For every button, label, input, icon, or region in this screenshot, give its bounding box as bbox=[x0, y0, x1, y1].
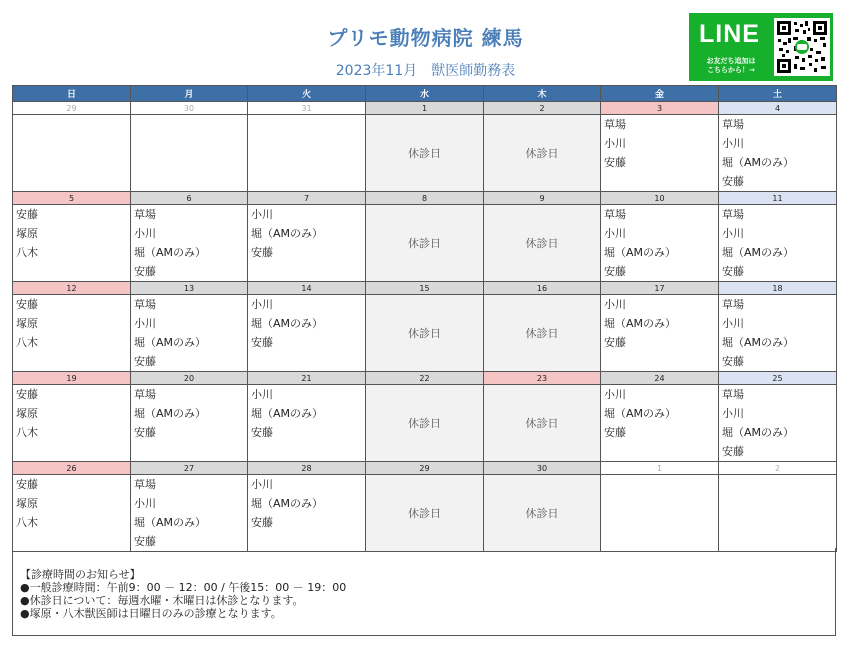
day-number: 20 bbox=[131, 372, 248, 385]
staff-name: 安藤 bbox=[16, 208, 38, 221]
notice-heading: 【診療時間のお知らせ】 bbox=[20, 568, 141, 581]
day-staff-cell bbox=[601, 115, 719, 192]
staff-name: 小川 bbox=[604, 298, 626, 311]
staff-row bbox=[13, 385, 837, 462]
staff-name: 堀（AMのみ） bbox=[251, 317, 324, 330]
staff-name: 堀（AMのみ） bbox=[604, 407, 677, 420]
day-number: 17 bbox=[601, 282, 719, 295]
staff-name: 小川 bbox=[134, 497, 156, 510]
staff-name: 安藤 bbox=[134, 355, 156, 368]
date-row bbox=[13, 102, 837, 115]
day-number: 2 bbox=[484, 102, 601, 115]
staff-name: 安藤 bbox=[604, 156, 626, 169]
weekday-header-sun: 日 bbox=[13, 86, 131, 102]
staff-name: 八木 bbox=[16, 516, 38, 529]
closed-day-cell bbox=[484, 385, 601, 462]
day-number: 28 bbox=[248, 462, 366, 475]
staff-row bbox=[13, 205, 837, 282]
staff-name: 堀（AMのみ） bbox=[251, 407, 324, 420]
day-number: 8 bbox=[366, 192, 484, 205]
closed-day-cell bbox=[366, 205, 484, 282]
staff-name: 小川 bbox=[604, 137, 626, 150]
staff-name: 安藤 bbox=[251, 246, 273, 259]
line-badge-caption-1: お友だち追加は bbox=[706, 57, 756, 65]
staff-name: 安藤 bbox=[251, 336, 273, 349]
staff-name: 小川 bbox=[604, 388, 626, 401]
weekday-header-sat: 土 bbox=[719, 86, 837, 102]
weekday-header-tue: 火 bbox=[248, 86, 366, 102]
day-staff-cell bbox=[719, 475, 837, 552]
staff-name: 堀（AMのみ） bbox=[722, 336, 795, 349]
day-staff-cell bbox=[719, 385, 837, 462]
staff-name: 小川 bbox=[251, 298, 273, 311]
staff-name: 安藤 bbox=[251, 426, 273, 439]
day-staff-cell bbox=[13, 385, 131, 462]
line-badge-caption-2: こちらから！→ bbox=[707, 66, 755, 74]
day-number: 4 bbox=[719, 102, 837, 115]
staff-name: 堀（AMのみ） bbox=[251, 497, 324, 510]
weekday-header-wed: 水 bbox=[366, 86, 484, 102]
day-staff-cell bbox=[13, 475, 131, 552]
day-staff-cell bbox=[131, 115, 248, 192]
staff-name: 安藤 bbox=[134, 265, 156, 278]
day-number: 1 bbox=[366, 102, 484, 115]
closed-label: 休診日 bbox=[408, 237, 441, 250]
day-number: 10 bbox=[601, 192, 719, 205]
day-number: 18 bbox=[719, 282, 837, 295]
staff-name: 堀（AMのみ） bbox=[134, 246, 207, 259]
closed-day-cell bbox=[366, 115, 484, 192]
day-staff-cell bbox=[13, 295, 131, 372]
day-staff-cell bbox=[601, 475, 719, 552]
line-friend-badge[interactable] bbox=[689, 13, 833, 81]
line-badge-caption bbox=[693, 57, 769, 75]
staff-name: 安藤 bbox=[722, 445, 744, 458]
day-staff-cell bbox=[601, 385, 719, 462]
staff-name: 塚原 bbox=[16, 317, 38, 330]
date-row bbox=[13, 372, 837, 385]
staff-name: 小川 bbox=[134, 317, 156, 330]
notice-box bbox=[12, 548, 836, 636]
staff-name: 安藤 bbox=[16, 298, 38, 311]
staff-name: 小川 bbox=[722, 227, 744, 240]
closed-day-cell bbox=[484, 115, 601, 192]
closed-label: 休診日 bbox=[408, 147, 441, 160]
day-staff-cell bbox=[719, 115, 837, 192]
day-staff-cell bbox=[248, 115, 366, 192]
day-staff-cell bbox=[131, 295, 248, 372]
day-number: 3 bbox=[601, 102, 719, 115]
day-number: 7 bbox=[248, 192, 366, 205]
date-row bbox=[13, 282, 837, 295]
day-staff-cell bbox=[248, 385, 366, 462]
weekday-header-fri: 金 bbox=[601, 86, 719, 102]
staff-name: 八木 bbox=[16, 426, 38, 439]
day-number: 9 bbox=[484, 192, 601, 205]
day-staff-cell bbox=[601, 205, 719, 282]
staff-name: 安藤 bbox=[134, 535, 156, 548]
staff-name: 堀（AMのみ） bbox=[134, 516, 207, 529]
day-number: 5 bbox=[13, 192, 131, 205]
staff-name: 堀（AMのみ） bbox=[604, 317, 677, 330]
staff-name: 堀（AMのみ） bbox=[251, 227, 324, 240]
staff-name: 小川 bbox=[722, 317, 744, 330]
closed-label: 休診日 bbox=[525, 147, 559, 160]
staff-name: 小川 bbox=[134, 227, 156, 240]
staff-row bbox=[13, 115, 837, 192]
staff-name: 塚原 bbox=[16, 227, 38, 240]
day-staff-cell bbox=[248, 475, 366, 552]
day-number: 24 bbox=[601, 372, 719, 385]
day-number: 29 bbox=[366, 462, 484, 475]
staff-name: 草場 bbox=[604, 208, 626, 221]
day-number: 12 bbox=[13, 282, 131, 295]
qr-code-icon[interactable] bbox=[774, 18, 830, 76]
staff-name: 草場 bbox=[134, 388, 156, 401]
day-staff-cell bbox=[131, 205, 248, 282]
day-number: 30 bbox=[131, 102, 248, 115]
staff-name: 安藤 bbox=[251, 516, 273, 529]
day-number: 22 bbox=[366, 372, 484, 385]
closed-day-cell bbox=[366, 385, 484, 462]
day-number: 15 bbox=[366, 282, 484, 295]
staff-name: 塚原 bbox=[16, 497, 38, 510]
closed-label: 休診日 bbox=[408, 507, 441, 520]
day-number: 25 bbox=[719, 372, 837, 385]
staff-name: 堀（AMのみ） bbox=[134, 336, 207, 349]
closed-day-cell bbox=[484, 475, 601, 552]
closed-day-cell bbox=[366, 475, 484, 552]
closed-label: 休診日 bbox=[525, 237, 559, 250]
staff-name: 八木 bbox=[16, 336, 38, 349]
notice-line: ●休診日について：毎週水曜・木曜日は休診となります。 bbox=[20, 594, 304, 607]
day-number: 1 bbox=[601, 462, 719, 475]
staff-name: 草場 bbox=[722, 388, 744, 401]
staff-name: 堀（AMのみ） bbox=[604, 246, 677, 259]
staff-name: 堀（AMのみ） bbox=[134, 407, 207, 420]
day-number: 27 bbox=[131, 462, 248, 475]
day-number: 13 bbox=[131, 282, 248, 295]
staff-name: 小川 bbox=[722, 407, 744, 420]
staff-name: 草場 bbox=[134, 208, 156, 221]
staff-name: 小川 bbox=[251, 388, 273, 401]
day-number: 16 bbox=[484, 282, 601, 295]
weekday-header-mon: 月 bbox=[131, 86, 248, 102]
day-number: 11 bbox=[719, 192, 837, 205]
day-staff-cell bbox=[719, 205, 837, 282]
staff-name: 安藤 bbox=[722, 355, 744, 368]
weekday-header-row bbox=[13, 86, 837, 102]
day-number: 26 bbox=[13, 462, 131, 475]
staff-name: 八木 bbox=[16, 246, 38, 259]
day-staff-cell bbox=[248, 205, 366, 282]
duty-calendar bbox=[12, 85, 837, 552]
closed-day-cell bbox=[366, 295, 484, 372]
day-number: 30 bbox=[484, 462, 601, 475]
day-number: 2 bbox=[719, 462, 837, 475]
staff-name: 安藤 bbox=[722, 265, 744, 278]
staff-name: 安藤 bbox=[134, 426, 156, 439]
closed-day-cell bbox=[484, 295, 601, 372]
staff-name: 草場 bbox=[722, 118, 744, 131]
closed-label: 休診日 bbox=[525, 327, 559, 340]
calendar-body bbox=[13, 102, 837, 552]
day-staff-cell bbox=[131, 475, 248, 552]
page-title: プリモ動物病院 練馬 bbox=[327, 26, 524, 50]
staff-row bbox=[13, 295, 837, 372]
staff-name: 草場 bbox=[134, 298, 156, 311]
notice-line: ●塚原・八木獣医師は日曜日のみの診療となります。 bbox=[20, 607, 282, 620]
staff-name: 安藤 bbox=[604, 265, 626, 278]
day-staff-cell bbox=[248, 295, 366, 372]
page-subtitle: 2023年11月 獣医師勤務表 bbox=[335, 63, 516, 79]
closed-day-cell bbox=[484, 205, 601, 282]
staff-name: 安藤 bbox=[16, 388, 38, 401]
day-staff-cell bbox=[719, 295, 837, 372]
staff-name: 小川 bbox=[604, 227, 626, 240]
staff-name: 安藤 bbox=[16, 478, 38, 491]
date-row bbox=[13, 192, 837, 205]
day-staff-cell bbox=[601, 295, 719, 372]
day-number: 14 bbox=[248, 282, 366, 295]
closed-label: 休診日 bbox=[525, 507, 559, 520]
day-number: 21 bbox=[248, 372, 366, 385]
day-staff-cell bbox=[131, 385, 248, 462]
day-staff-cell bbox=[13, 205, 131, 282]
staff-name: 安藤 bbox=[604, 336, 626, 349]
staff-row bbox=[13, 475, 837, 552]
day-number: 31 bbox=[248, 102, 366, 115]
closed-label: 休診日 bbox=[408, 417, 441, 430]
staff-name: 草場 bbox=[722, 208, 744, 221]
staff-name: 小川 bbox=[722, 137, 744, 150]
day-staff-cell bbox=[13, 115, 131, 192]
day-number: 6 bbox=[131, 192, 248, 205]
staff-name: 安藤 bbox=[604, 426, 626, 439]
weekday-header-thu: 木 bbox=[484, 86, 601, 102]
staff-name: 草場 bbox=[722, 298, 744, 311]
line-logo-text: LINE bbox=[699, 20, 760, 48]
day-number: 29 bbox=[13, 102, 131, 115]
staff-name: 安藤 bbox=[722, 175, 744, 188]
notice-line: ●一般診療時間：午前9：00 － 12：00 / 午後15：00 － 19：00 bbox=[20, 581, 347, 594]
closed-label: 休診日 bbox=[408, 327, 441, 340]
staff-name: 小川 bbox=[251, 208, 273, 221]
date-row bbox=[13, 462, 837, 475]
staff-name: 草場 bbox=[604, 118, 626, 131]
staff-name: 堀（AMのみ） bbox=[722, 426, 795, 439]
closed-label: 休診日 bbox=[525, 417, 559, 430]
staff-name: 塚原 bbox=[16, 407, 38, 420]
day-number: 23 bbox=[484, 372, 601, 385]
staff-name: 堀（AMのみ） bbox=[722, 156, 795, 169]
day-number: 19 bbox=[13, 372, 131, 385]
staff-name: 小川 bbox=[251, 478, 273, 491]
staff-name: 草場 bbox=[134, 478, 156, 491]
staff-name: 堀（AMのみ） bbox=[722, 246, 795, 259]
